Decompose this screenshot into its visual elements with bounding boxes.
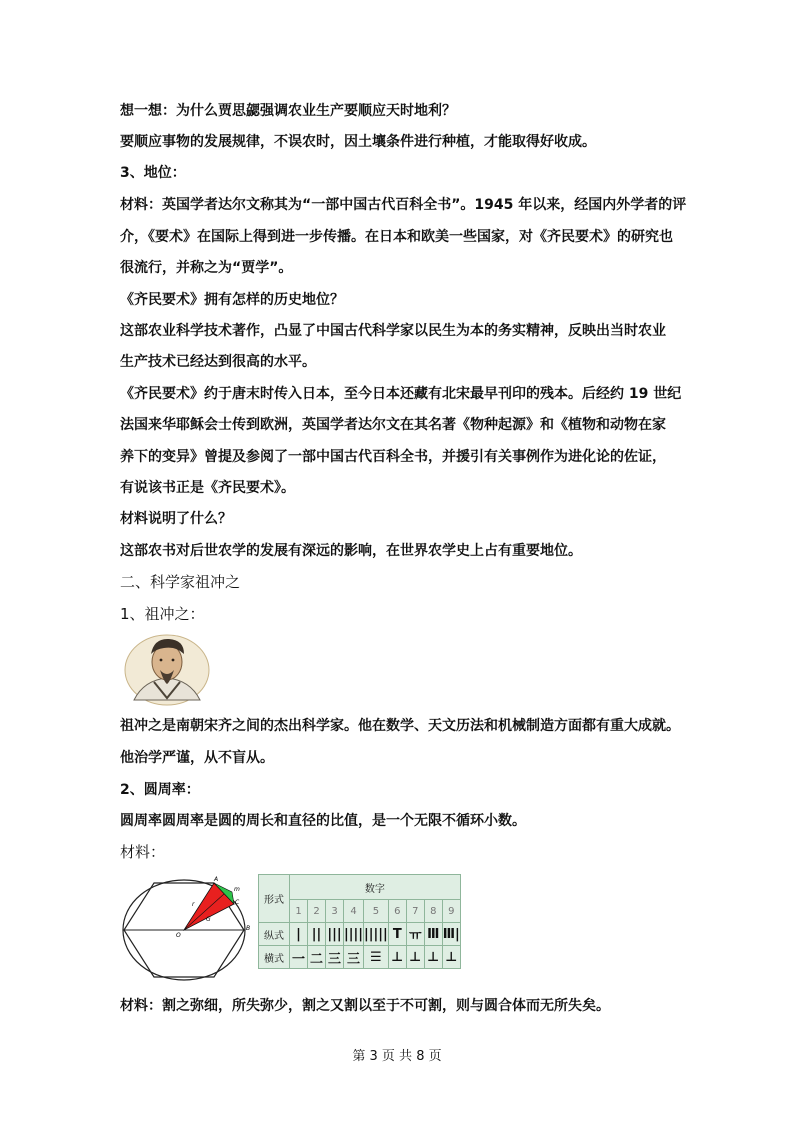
material-2-line-4: 有说该书正是《齐民要术》。 — [120, 480, 295, 496]
section-two-heading: 二、科学家祖冲之 — [120, 573, 241, 591]
material-2-line-3: 养下的变异》曾提及参阅了一部中国古代百科全书，并援引有关事例作为进化论的佐证， — [120, 449, 666, 465]
quote-line: 材料：割之弥细，所失弥少，割之又割以至于不可割，则与圆合体而无所失矣。 — [120, 998, 610, 1014]
material-1-line-2: 介，《要术》在国际上得到进一步传播。在日本和欧美一些国家，对《齐民要术》的研究也 — [120, 229, 673, 245]
material-2-line-2: 法国来华耶稣会士传到欧洲，英国学者达尔文在其名著《物种起源》和《植物和动物在家 — [120, 417, 666, 433]
digit-cell: 6 — [388, 900, 406, 923]
question-3: 材料说明了什么？ — [120, 511, 232, 527]
figure-label-m: m — [234, 886, 240, 893]
rod-symbol: T — [388, 923, 406, 946]
rod-symbol: ㅠ — [406, 923, 424, 946]
rod-symbol: 三 — [326, 946, 344, 969]
figure-label-b: B — [246, 925, 251, 932]
zu-intro-line-2: 他治学严谨，从不盲从。 — [120, 750, 274, 766]
zu-intro-line-1: 祖冲之是南朝宋齐之间的杰出科学家。他在数学、天文历法和机械制造方面都有重大成就。 — [120, 718, 680, 734]
digit-cell: 8 — [424, 900, 442, 923]
digit-cell: 7 — [406, 900, 424, 923]
question-2: 《齐民要术》拥有怎样的历史地位？ — [120, 292, 344, 308]
material-1-line-1: 材料：英国学者达尔文称其为“一部中国古代百科全书”。1945 年以来，经国内外学者的评 — [120, 197, 687, 213]
form-header: 形式 — [259, 875, 290, 923]
digit-cell: 1 — [290, 900, 308, 923]
digit-cell: 5 — [364, 900, 389, 923]
rod-symbol: Ⅲ| — [442, 923, 460, 946]
rod-symbol: 二 — [308, 946, 326, 969]
answer-2-line-2: 生产技术已经达到很高的水平。 — [120, 354, 316, 370]
figure-label-g: G — [206, 916, 211, 923]
rod-symbol: ☰ — [364, 946, 389, 969]
rod-symbol: 一 — [290, 946, 308, 969]
rod-symbol: Ⅲ — [424, 923, 442, 946]
rod-symbol: | — [290, 923, 308, 946]
rod-symbol: ||||| — [364, 923, 389, 946]
figure-label-c: C — [235, 899, 240, 906]
page-footer: 第 3 页 共 8 页 — [352, 1049, 442, 1064]
rod-symbol: || — [308, 923, 326, 946]
material-1-line-3: 很流行，并称之为“贾学”。 — [120, 260, 293, 276]
vertical-form-label: 纵式 — [259, 923, 290, 946]
material-2-line-1: 《齐民要术》约于唐末时传入日本，至今日本还藏有北宋最早刊印的残本。后经约 19 世纪 — [120, 386, 682, 402]
digit-cell: 9 — [442, 900, 460, 923]
circle-polygon-figure — [120, 874, 252, 982]
rod-symbol: ⊥ — [388, 946, 406, 969]
think-answer: 要顺应事物的发展规律，不误农时，因土壤条件进行种植，才能取得好收成。 — [120, 134, 596, 150]
subsection-1-heading: 1、祖冲之： — [120, 605, 205, 623]
figure-label-r: r — [192, 901, 195, 908]
rod-symbol: |||| — [344, 923, 364, 946]
answer-2-line-1: 这部农业科学技术著作，凸显了中国古代科学家以民生为本的务实精神，反映出当时农业 — [120, 323, 666, 339]
digit-cell: 2 — [308, 900, 326, 923]
digit-header: 数字 — [290, 875, 461, 900]
horizontal-form-label: 横式 — [259, 946, 290, 969]
answer-3: 这部农书对后世农学的发展有深远的影响，在世界农学史上占有重要地位。 — [120, 543, 582, 559]
digit-cell: 3 — [326, 900, 344, 923]
figure-label-o: O — [176, 932, 181, 939]
subsection-2-heading: 2、圆周率： — [120, 782, 200, 798]
material-label: 材料： — [120, 843, 166, 861]
rod-numeral-table — [258, 874, 461, 969]
rod-symbol: ⊥ — [424, 946, 442, 969]
rod-symbol: ⊥ — [406, 946, 424, 969]
rod-symbol: ⊥ — [442, 946, 460, 969]
rod-symbol: 三 — [344, 946, 364, 969]
section-3-heading: 3、地位： — [120, 165, 186, 181]
figure-label-a: A — [214, 876, 219, 883]
rod-symbol: ||| — [326, 923, 344, 946]
digit-cell: 4 — [344, 900, 364, 923]
zu-chongzhi-portrait — [124, 630, 210, 706]
think-question: 想一想：为什么贾思勰强调农业生产要顺应天时地利？ — [120, 103, 456, 119]
pi-definition: 圆周率圆周率是圆的周长和直径的比值，是一个无限不循环小数。 — [120, 813, 526, 829]
